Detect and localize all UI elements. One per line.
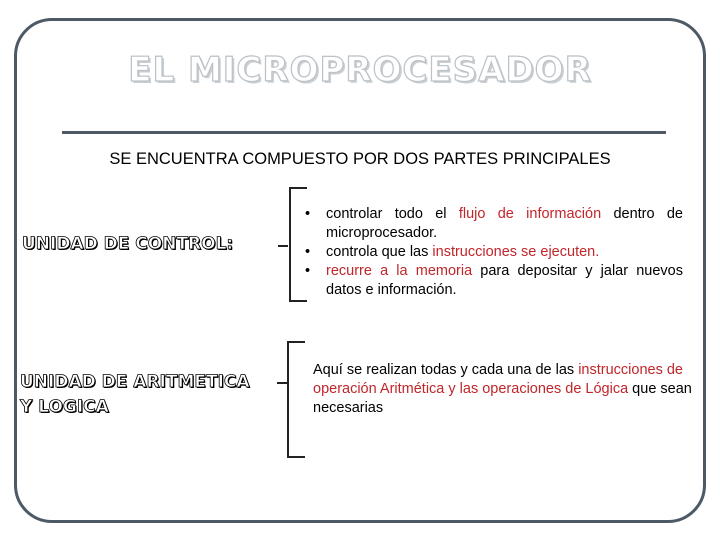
bullet-text: controlar todo el — [326, 206, 459, 222]
slide-title: EL MICROPROCESADOR — [128, 50, 592, 90]
control-unit-label: UNIDAD DE CONTROL: — [22, 234, 234, 254]
bullet-item — [305, 205, 683, 243]
bullet-marker: • — [305, 206, 311, 222]
alu-bracket — [287, 341, 305, 458]
title-divider — [62, 131, 666, 134]
alu-description-highlight: instrucciones de operación Aritmética y las operaciones de Lógica — [313, 362, 683, 397]
slide-subtitle: SE ENCUENTRA COMPUESTO POR DOS PARTES PRINCIPALES — [109, 150, 611, 168]
alu-description-text: que sean necesarias — [313, 381, 692, 416]
bullet-marker: • — [305, 263, 311, 279]
bullet-item — [305, 243, 683, 262]
control-unit-connector — [278, 245, 288, 247]
bullet-text: dentro de microprocesador. — [326, 206, 683, 241]
bullet-highlight: flujo de información — [458, 206, 602, 222]
bullet-marker: • — [305, 244, 311, 260]
alu-description — [313, 361, 703, 418]
alu-label — [20, 370, 250, 420]
alu-connector — [277, 382, 287, 384]
bullet-highlight: recurre a la memoria — [326, 263, 473, 279]
bullet-text: para depositar y jalar nuevos datos e información. — [326, 263, 683, 298]
alu-label-line: UNIDAD DE ARITMETICA — [20, 372, 250, 392]
bullet-highlight: instrucciones se ejecuten. — [432, 244, 600, 260]
alu-label-line: Y LOGICA — [20, 397, 109, 417]
alu-description-text: Aquí se realizan todas y cada una de las — [313, 362, 579, 378]
control-unit-bullet-list — [305, 205, 683, 300]
bullet-item — [305, 262, 683, 300]
bullet-text: controla que las — [326, 244, 433, 260]
